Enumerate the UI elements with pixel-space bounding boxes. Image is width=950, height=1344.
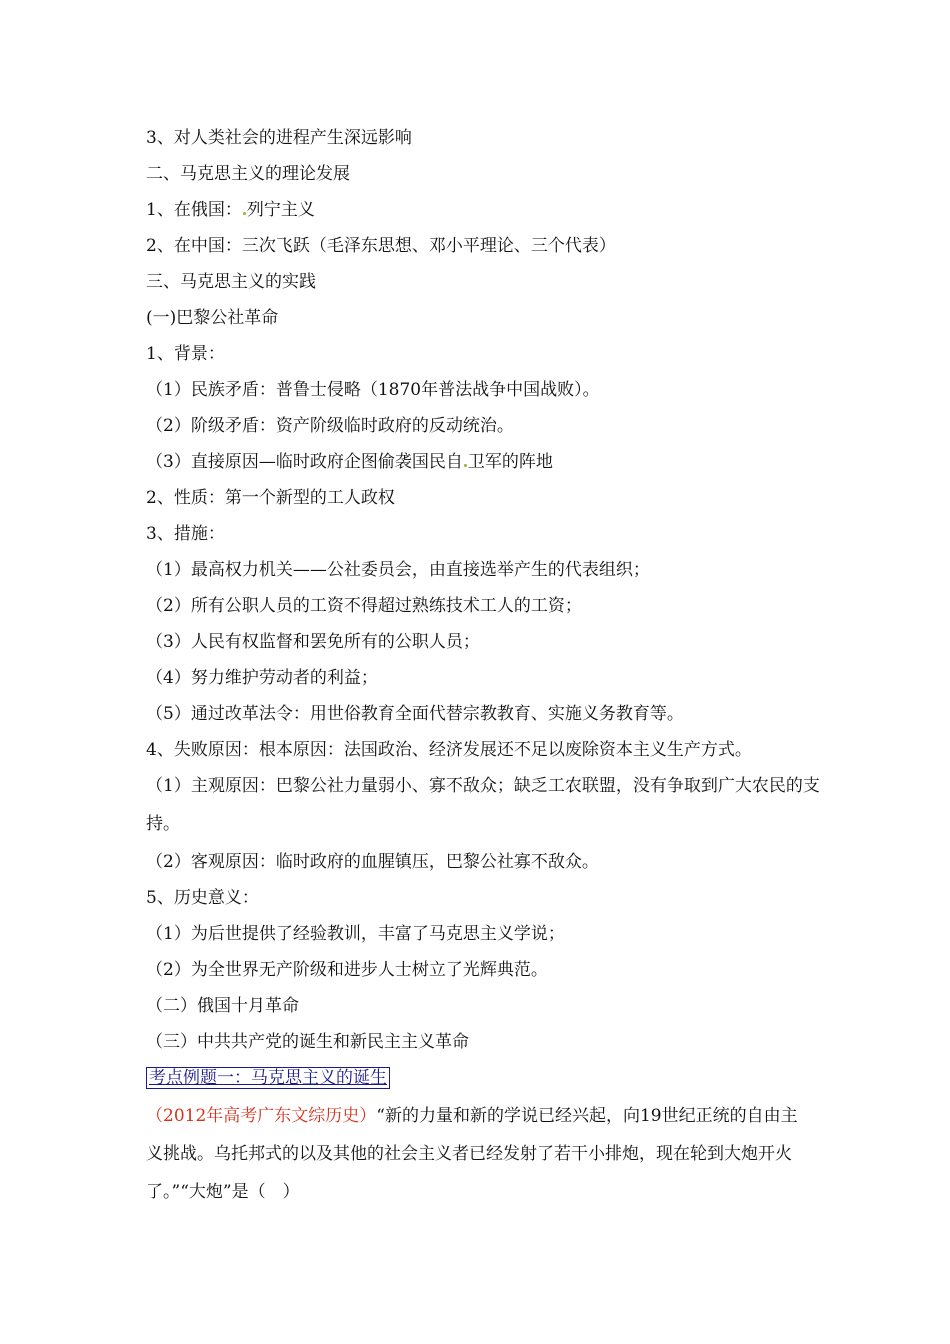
text-line: 3、对人类社会的进程产生深远影响 (146, 128, 412, 148)
text-line: （2）客观原因：临时政府的血腥镇压，巴黎公社寡不敌众。 (146, 852, 599, 872)
text-line: （3）人民有权监督和罢免所有的公职人员； (146, 632, 480, 652)
section-heading: 三、马克思主义的实践 (146, 272, 316, 292)
subsection-heading: （二）俄国十月革命 (146, 996, 299, 1016)
text-line: （2）为全世界无产阶级和进步人士树立了光辉典范。 (146, 960, 548, 980)
ink-dot (464, 464, 467, 467)
text-line: 5、历史意义： (146, 888, 259, 908)
text-line: （2）阶级矛盾：资产阶级临时政府的反动统治。 (146, 416, 514, 436)
example-question-line: 义挑战。乌托邦式的以及其他的社会主义者已经发射了若干小排炮，现在轮到大炮开火 (146, 1144, 792, 1164)
ink-dot (243, 212, 246, 215)
example-heading-line (146, 1066, 826, 1090)
text-line: 2、性质：第一个新型的工人政权 (146, 488, 395, 508)
subsection-heading: （三）中共共产党的诞生和新民主主义革命 (146, 1032, 469, 1052)
text-line: （1）民族矛盾：普鲁士侵略（1870年普法战争中国战败）。 (146, 380, 600, 400)
example-question-line: 了。”“大炮”是（ ） (146, 1182, 300, 1202)
example-source: （2012年高考广东文综历史） (146, 1106, 377, 1126)
text-line: （1）为后世提供了经验教训，丰富了马克思主义学说； (146, 924, 565, 944)
subsection-heading: (一)巴黎公社革命 (146, 308, 279, 328)
section-heading: 二、马克思主义的理论发展 (146, 164, 350, 184)
text-line: 3、措施： (146, 524, 225, 544)
text-line: （3）直接原因—临时政府企图偷袭国民自 卫军的阵地 (146, 452, 553, 472)
text-line: 持。 (146, 814, 180, 834)
text-line: 1、背景： (146, 344, 225, 364)
text-line: （1）主观原因：巴黎公社力量弱小、寡不敌众；缺乏工农联盟，没有争取到广大农民的支 (146, 776, 820, 796)
example-question-line (146, 1104, 826, 1128)
example-heading: 考点例题一：马克思主义的诞生 (146, 1067, 390, 1089)
text-line: 2、在中国：三次飞跃（毛泽东思想、邓小平理论、三个代表） (146, 236, 616, 256)
text-line: 4、失败原因：根本原因：法国政治、经济发展还不足以废除资本主义生产方式。 (146, 740, 752, 760)
text-line: 1、在俄国： 列宁主义 (146, 200, 315, 220)
example-text: “新的力量和新的学说已经兴起，向19世纪正统的自由主 (376, 1106, 798, 1126)
text-line: （5）通过改革法令：用世俗教育全面代替宗教教育、实施义务教育等。 (146, 704, 684, 724)
text-line: （4）努力维护劳动者的利益； (146, 668, 378, 688)
text-line: （1）最高权力机关——公社委员会，由直接选举产生的代表组织； (146, 560, 650, 580)
text-line: （2）所有公职人员的工资不得超过熟练技术工人的工资； (146, 596, 582, 616)
